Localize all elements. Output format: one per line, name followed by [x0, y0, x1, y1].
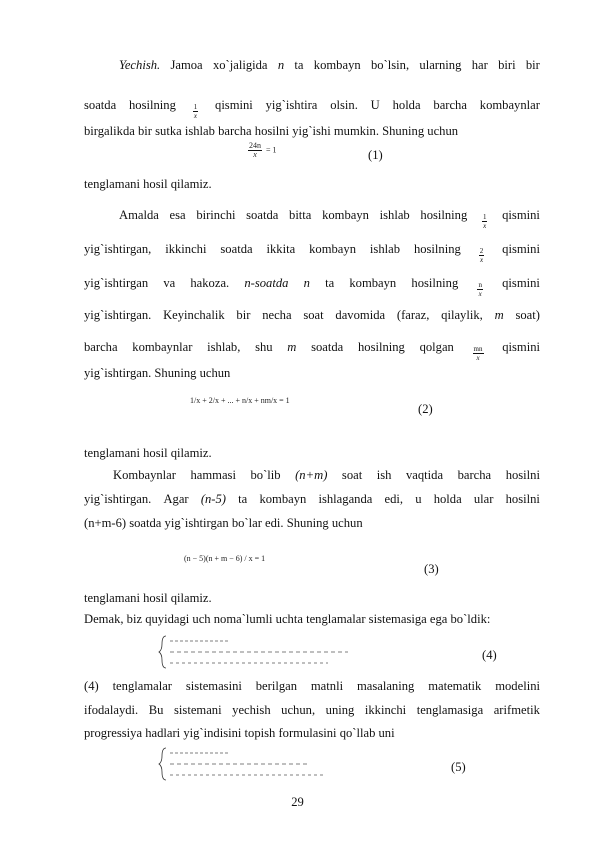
- word: sistemasini: [185, 679, 242, 693]
- word: hakoza.: [190, 276, 230, 290]
- equation-4-label: (4): [482, 648, 497, 662]
- word: kombayn: [322, 208, 369, 222]
- word: qismini: [502, 208, 540, 222]
- word: qismini: [502, 340, 540, 354]
- word: ikkinchi: [165, 242, 207, 256]
- word: soatda: [311, 340, 344, 354]
- equation-1-label: (1): [368, 148, 383, 162]
- word: hosilning: [420, 208, 468, 222]
- word: ikkita: [266, 242, 296, 256]
- word: vaqtida: [405, 468, 444, 482]
- word: yig`ishtirgan.: [84, 308, 152, 322]
- page-number: 29: [291, 795, 304, 809]
- word: ish: [376, 468, 392, 482]
- word: bir: [236, 308, 251, 322]
- word: necha: [262, 308, 292, 322]
- word: ta: [294, 58, 304, 72]
- word: yig`ishtirgan.: [84, 492, 152, 506]
- paragraph-2-line-3: [84, 276, 540, 298]
- word: ishlab: [379, 208, 410, 222]
- word: hosilning: [129, 98, 176, 112]
- word: yig`ishtira: [265, 98, 318, 112]
- word: masalaning: [356, 679, 415, 693]
- paragraph-1-line-1: [119, 58, 540, 73]
- word: qolgan: [419, 340, 454, 354]
- word: Bu: [148, 703, 164, 717]
- word: xo`jaligida: [212, 58, 268, 72]
- word: edi,: [384, 492, 404, 506]
- paragraph-3-line-1: [113, 468, 540, 483]
- word: ularning: [419, 58, 462, 72]
- expr-n-minus-5: (n-5): [200, 492, 226, 506]
- word: kombayn: [349, 276, 397, 290]
- text-line: tenglamani hosil qilamiz.: [84, 591, 212, 605]
- paragraph-2-line-1: [119, 208, 540, 230]
- word: hosilning: [413, 242, 461, 256]
- var-n: n: [303, 276, 310, 290]
- word: soatda: [220, 242, 253, 256]
- text-line: (n+m-6) soatda yig`ishtirgan bo`lar edi. Shuning uchun: [84, 516, 363, 530]
- word: hosilni: [505, 468, 540, 482]
- word: qismini: [215, 98, 253, 112]
- word: ishlab: [369, 242, 401, 256]
- text-line: progressiya hadlari yig`indisini topish formulasini qo`llab uni: [84, 726, 395, 740]
- equation-2: 1/x + 2/x + ... + n/x + nm/x = 1: [190, 396, 290, 405]
- word: hosilni: [505, 492, 540, 506]
- word: berilgan: [255, 679, 298, 693]
- word: Jamoa: [170, 58, 203, 72]
- word: U: [370, 98, 380, 112]
- fraction-1-over-x: $\frac{1}{x}$: [482, 213, 487, 230]
- text-line: yig`ishtirgan. Shuning uchun: [84, 366, 231, 380]
- word: matnli: [310, 679, 344, 693]
- word: modelini: [495, 679, 540, 693]
- equation-system-5-graphic: [158, 746, 338, 782]
- word: ular: [473, 492, 494, 506]
- word: bir: [525, 58, 540, 72]
- fraction-1-over-x: $\frac{1}{x}$: [193, 103, 198, 120]
- word: shu: [255, 340, 273, 354]
- word: yechish: [232, 703, 271, 717]
- word: tenglamasiga: [416, 703, 484, 717]
- word: (faraz,: [396, 308, 430, 322]
- equation-1: $\frac{24n}{x}$ = 1: [249, 141, 277, 159]
- word: davomida: [335, 308, 386, 322]
- paragraph-3-line-2: [84, 492, 540, 507]
- paragraph-1-line-2: [84, 98, 540, 120]
- word: (4): [84, 679, 99, 693]
- equation-3-label: (3): [424, 562, 439, 576]
- word: soat: [341, 468, 363, 482]
- equation-3: (n − 5)(n + m − 6) / x = 1: [184, 554, 266, 563]
- word: holda: [433, 492, 462, 506]
- word: qismini: [502, 242, 540, 256]
- word: ikkinchi: [364, 703, 407, 717]
- word: uning: [325, 703, 355, 717]
- var-m: m: [287, 340, 297, 354]
- paragraph-2-line-5: [84, 340, 540, 362]
- paragraph-2-line-2: [84, 242, 540, 264]
- word: soatda: [246, 208, 279, 222]
- word: bo`lsin,: [370, 58, 410, 72]
- fraction-mn-over-x: $\frac{mn}{x}$: [473, 345, 483, 362]
- word: hammasi: [190, 468, 236, 482]
- word: hosilning: [357, 340, 405, 354]
- word: tenglamalar: [112, 679, 173, 693]
- word: olsin.: [330, 98, 358, 112]
- word: kombayn: [259, 492, 307, 506]
- word: va: [163, 276, 176, 290]
- word: n-soatda: [244, 276, 289, 290]
- text-line: tenglamani hosil qilamiz.: [84, 177, 212, 191]
- word: qismini: [502, 276, 540, 290]
- word: Yechish.: [119, 58, 161, 72]
- word: ishlaganda: [318, 492, 373, 506]
- equation-5-label: (5): [451, 760, 466, 774]
- word: kombayn: [309, 242, 356, 256]
- word: kombaynlar: [479, 98, 540, 112]
- word: kombaynlar: [132, 340, 193, 354]
- paragraph-2-line-4: [84, 308, 540, 323]
- word: har: [471, 58, 488, 72]
- paragraph-4-line-2: [84, 703, 540, 718]
- word: yig`ishtirgan,: [84, 242, 152, 256]
- word: barcha: [433, 98, 467, 112]
- word: arifmetik: [493, 703, 540, 717]
- word: ifodalaydi.: [84, 703, 139, 717]
- word: holda: [392, 98, 421, 112]
- word: soat: [303, 308, 324, 322]
- var-n: n: [277, 58, 285, 72]
- equation-system-5: [158, 746, 338, 782]
- word: ishlab,: [207, 340, 241, 354]
- word: birinchi: [196, 208, 236, 222]
- word: matematik: [428, 679, 482, 693]
- word: Amalda: [119, 208, 159, 222]
- word: Kombaynlar: [113, 468, 176, 482]
- word: barcha: [457, 468, 492, 482]
- word: u: [415, 492, 422, 506]
- word: soatda: [84, 98, 117, 112]
- paragraph-1-line-3: birgalikda bir sutka ishlab barcha hosilni yig`ishi mumkin. Shuning uchun: [84, 124, 459, 138]
- word: soat): [515, 308, 540, 322]
- word: hosilning: [411, 276, 459, 290]
- var-m: m: [494, 308, 504, 322]
- word: ta: [325, 276, 335, 290]
- expr-n-plus-m: (n+m): [295, 468, 328, 482]
- text-line: Demak, biz quyidagi uch noma`lumli uchta tenglamalar sistemasiga ega bo`ldik:: [84, 612, 491, 626]
- word: bitta: [289, 208, 312, 222]
- equation-system-4-graphic: [158, 634, 358, 670]
- word: esa: [169, 208, 186, 222]
- word: bo`lib: [250, 468, 281, 482]
- word: uchun,: [281, 703, 316, 717]
- word: ta: [238, 492, 248, 506]
- equation-2-label: (2): [418, 402, 433, 416]
- word: kombayn: [313, 58, 361, 72]
- fraction-2-over-x: $\frac{2}{x}$: [479, 247, 484, 264]
- text-line: tenglamani hosil qilamiz.: [84, 446, 212, 460]
- word: barcha: [84, 340, 118, 354]
- paragraph-4-line-1: [84, 679, 540, 694]
- word: Agar: [163, 492, 189, 506]
- word: qilaylik,: [441, 308, 483, 322]
- word: yig`ishtirgan: [84, 276, 149, 290]
- word: biri: [498, 58, 516, 72]
- equation-system-4: [158, 634, 358, 670]
- word: sistemani: [174, 703, 222, 717]
- word: Keyinchalik: [163, 308, 225, 322]
- fraction-n-over-x: $\frac{n}{x}$: [478, 281, 482, 298]
